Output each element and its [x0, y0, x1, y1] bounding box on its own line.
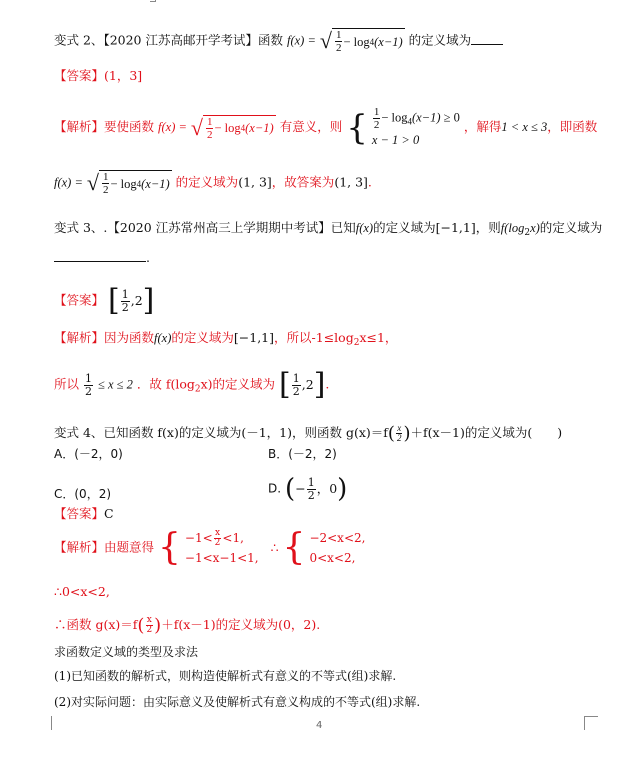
v2-analysis-sqrt: √ $\frac{1}{2}$ − log 4 (x−1) [190, 114, 274, 141]
v2-a-log: − log [214, 121, 241, 135]
v3-analysis [54, 330, 397, 351]
v3-source: 【2020 江苏常州高三上学期期中考试】 [107, 220, 331, 235]
v2-conclusion [54, 170, 372, 196]
v2-c-sqrt: √ $\frac{1}{2}$ − log 4 (x−1) [86, 170, 170, 196]
v2-analysis-c: ，解得 [463, 119, 502, 134]
v3-hence-interval: [ $\frac{1}{2}$ ,2 ] [279, 367, 326, 402]
option-d-tail: ，0 [316, 481, 338, 496]
v2-s-log-base: 4 [407, 116, 412, 127]
v3-analysis-interval: [−1,1] [233, 330, 275, 345]
v3-analysis-a: 因为函数 [104, 330, 155, 345]
v2-func: f(x) = [286, 33, 316, 48]
v2-a-half-num: 1 [206, 115, 213, 128]
v4-brace-2: { [282, 527, 306, 568]
v4-question: 变式 4、已知函数 f(x)的定义域为(－1，1)，则函数 g(x)＝f ( $\frac{x}{2}$ ) ＋f(x－1)的定义域为( ) [54, 422, 563, 444]
crop-mark-bottom-right [584, 716, 598, 730]
answer-label: 【答案】 [54, 68, 105, 83]
v2-c-log: − log [110, 176, 137, 191]
option-a-label: A．(－2，0) [54, 447, 123, 461]
v3-analysis-c: ，所以-1≤log [274, 330, 354, 345]
v2-s-log: − log [381, 110, 408, 125]
v2-a-log-base: 4 [240, 123, 246, 133]
v2-half-num: 1 [335, 29, 342, 41]
v4-text: 已知函数 f(x)的定义域为(－1，1)，则函数 g(x)＝f [103, 425, 388, 440]
v2-conclude-val: (1, 3] [334, 174, 368, 190]
option-d[interactable]: D. ( − $\frac{1}{2}$ ，0 ) [268, 474, 348, 504]
v3-hence-tail: x)的定义域为 [200, 376, 276, 392]
v4-therefore: ∴ [270, 539, 279, 555]
system-brace: { [346, 107, 368, 148]
v3-end-mark: . [146, 250, 150, 265]
v2-domain-val: (1, 3] [238, 174, 272, 190]
v2-intro: 函数 [257, 32, 283, 48]
v3-ans-den: 2 [121, 300, 129, 314]
v2-analysis-func: f(x) = [158, 120, 187, 134]
v4-line-c-num: x [146, 615, 152, 625]
v4-answer-label: 【答案】 [54, 506, 105, 521]
v3-answer-interval: [ $\frac{1}{2}$ ,2 ] [108, 283, 155, 318]
v4-s1-r1-tail: <1, [222, 531, 244, 545]
v3-analysis-2 [54, 367, 330, 402]
v4-prefix: 变式 4、 [54, 425, 104, 440]
v3-text-a: 已知 [330, 220, 356, 235]
v2-log-base: 4 [369, 36, 375, 47]
v2-source: 【2020 江苏高邮开学考试】 [103, 32, 258, 48]
option-b[interactable] [268, 446, 337, 462]
v2-c-func: f(x) = [54, 175, 83, 190]
v4-s1-r1-pre: −1< [184, 531, 213, 545]
v3-analysis-c-sub: 2 [353, 338, 360, 348]
v2-analysis-b: 有意义，则 [279, 119, 343, 134]
option-c-label: C．(0，2) [54, 487, 112, 501]
v3-ineq-num: 1 [85, 371, 92, 385]
v4-s1-r2: −1<x−1<1, [184, 551, 259, 565]
v3-analysis-label: 【解析】 [54, 330, 105, 345]
v2-domain-text: 的定义域为 [175, 174, 239, 190]
option-d-minus: − [295, 481, 306, 496]
v3-text-b: 的定义域为 [373, 220, 436, 235]
v3-ans-tail: ,2 [130, 293, 143, 308]
v2-analysis-a: 要使函数 [104, 119, 155, 134]
method-1 [54, 668, 396, 684]
v4-s1-num: x [214, 528, 221, 538]
option-a[interactable] [54, 446, 123, 462]
v2-conclude: ，故答案为 [271, 174, 335, 190]
v2-system [372, 106, 460, 149]
v3-ineq-tail: ≤ x ≤ 2 [97, 377, 133, 392]
method-1-text: (1)已知函数的解析式，则构造使解析式有意义的不等式(组)求解. [54, 669, 397, 683]
v3-flog-base: 2 [524, 228, 531, 238]
v2-c-log-arg: (x−1) [141, 176, 170, 191]
v2-s-half-num: 1 [373, 106, 380, 118]
v4-line-c-tail: ＋f(x－1)的定义域为(0，2). [161, 617, 321, 632]
option-d-label: D. [268, 481, 282, 496]
v3-hence-sub: 2 [194, 384, 201, 395]
v2-analysis-d: ，即函数 [547, 119, 598, 134]
v2-question [54, 28, 503, 54]
v3-flog: f(log [500, 221, 525, 235]
v4-answer-value: C [104, 506, 114, 521]
v4-brace-1: { [158, 527, 181, 568]
v2-sqrt: √ $\frac{1}{2}$ − log 4 (x−1) [319, 28, 403, 54]
option-c[interactable] [54, 486, 111, 502]
v2-c-log-base: 4 [136, 178, 142, 189]
v4-analysis [54, 528, 365, 576]
option-d-den: 2 [307, 488, 315, 502]
v2-half-den: 2 [335, 42, 342, 54]
option-d-num: 1 [307, 475, 315, 489]
v2-log-arg: (x−1) [374, 34, 403, 49]
method-title-text: 求函数定义域的类型及求法 [54, 645, 199, 659]
crop-mark-bottom-left [40, 716, 52, 730]
v3-question [54, 220, 602, 241]
method-title [54, 644, 198, 660]
v3-ineq-den: 2 [85, 384, 92, 398]
v4-analysis-a: 由题意得 [104, 539, 155, 555]
crop-mark-top [150, 0, 156, 2]
v3-hence: ．故 f(log [136, 376, 195, 392]
v2-a-half-den: 2 [206, 128, 213, 141]
v3-end: . [325, 376, 330, 392]
v3-analysis-fx: f(x) [154, 331, 172, 345]
v4-system-1 [185, 528, 259, 568]
v2-log: − log [343, 34, 370, 49]
v4-analysis-label: 【解析】 [54, 539, 105, 555]
v2-s-row1-tail: ≥ 0 [443, 110, 460, 125]
answer-value: (1，3] [104, 68, 143, 83]
option-b-label: B．(－2，2) [268, 447, 337, 461]
v4-line-b [54, 584, 110, 600]
v2-c-half-num: 1 [102, 171, 109, 183]
v4-line-c: ∴函数 g(x)＝f ( $\frac{x}{2}$ ) ＋f(x－1)的定义域为(0，2). [54, 614, 321, 636]
v4-system-2 [309, 528, 365, 568]
v4-s2-r2: 0<x<2, [309, 551, 356, 565]
v3-interval: [−1,1] [435, 220, 476, 235]
v3-so: 所以 [54, 376, 80, 392]
v3-blank-line [54, 250, 150, 266]
v3-flog-tail: x) [530, 221, 540, 235]
v3-analysis-b: 的定义域为 [171, 330, 234, 345]
v4-frac-den: 2 [396, 433, 402, 443]
answer-blank [471, 33, 503, 45]
v2-answer [54, 68, 142, 84]
analysis-label: 【解析】 [54, 119, 105, 134]
v4-s1-den: 2 [214, 538, 221, 548]
v4-s2-r1: −2<x<2, [309, 531, 366, 545]
method-2-text: (2)对实际问题：由实际意义及使解析式有意义构成的不等式(组)求解. [54, 695, 421, 709]
v2-s-log-arg: (x−1) [411, 110, 441, 125]
v4-text-tail: ＋f(x－1)的定义域为( ) [410, 425, 563, 440]
v3-ans-num: 1 [121, 287, 129, 301]
v3-answer [54, 283, 155, 318]
v4-line-c-den: 2 [146, 625, 153, 635]
v2-suffix: 的定义域为 [408, 32, 472, 48]
v3-text-d: 的定义域为 [539, 220, 603, 235]
v3-prefix: 变式 3、. [54, 220, 108, 235]
v2-c-half-den: 2 [102, 184, 109, 196]
method-2 [54, 694, 420, 710]
v3-answer-blank [54, 252, 146, 262]
v2-s-row2: x − 1 > 0 [371, 133, 420, 147]
v3-h-den: 2 [292, 384, 300, 398]
v3-analysis-c-tail: x≤1， [359, 330, 398, 345]
v2-end: . [367, 174, 372, 190]
v4-line-c-pre: ∴函数 g(x)＝f [54, 617, 138, 632]
v2-analysis [54, 106, 597, 149]
v2-solve: 1 < x ≤ 3 [501, 120, 548, 134]
v2-a-log-arg: (x−1) [245, 121, 274, 135]
v4-frac-num: x [397, 423, 402, 433]
v3-h-num: 1 [292, 371, 300, 385]
v4-line-b-text: ∴0<x<2, [54, 584, 110, 599]
page-number: 4 [316, 720, 323, 731]
v4-answer [54, 506, 114, 522]
v2-prefix: 变式 2、 [54, 32, 104, 48]
v3-h-tail: ,2 [301, 377, 314, 392]
v3-fx: f(x) [355, 221, 374, 235]
v3-answer-label: 【答案】 [54, 292, 105, 308]
v2-s-half-den: 2 [373, 119, 380, 131]
v3-text-c: ，则 [475, 220, 501, 235]
